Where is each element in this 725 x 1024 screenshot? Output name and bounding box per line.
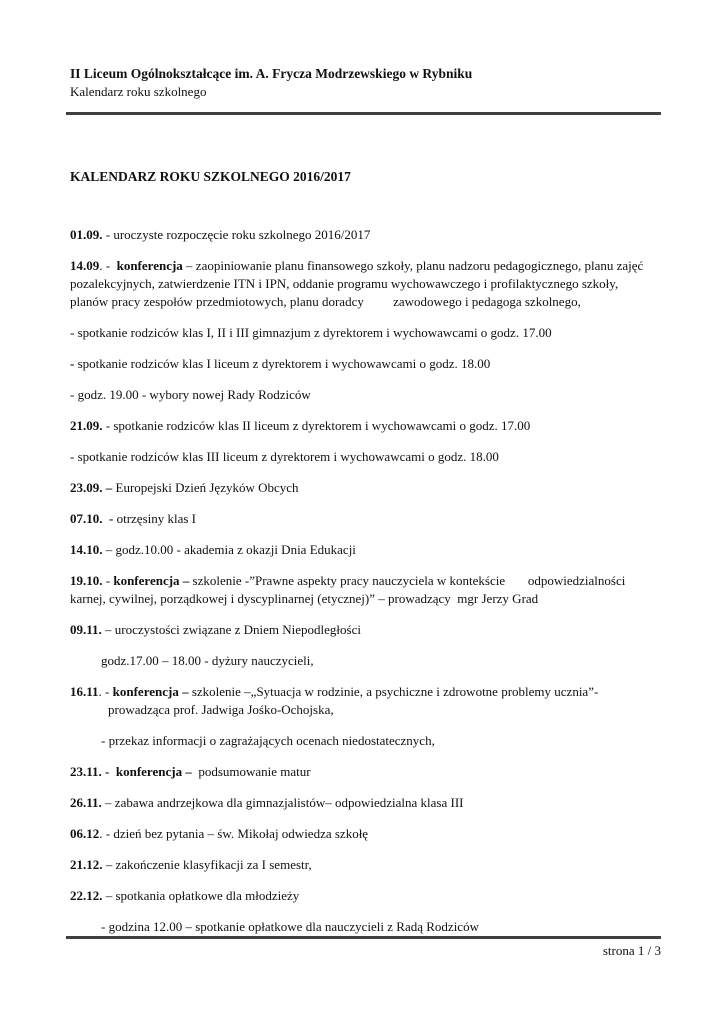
calendar-entry <box>70 621 657 639</box>
calendar-entry <box>70 541 657 559</box>
entry-text: . - dzień bez pytania – św. Mikołaj odwiedza szkołę <box>99 826 369 841</box>
entry-text: . - <box>98 684 113 699</box>
page-header <box>70 64 657 115</box>
entry-text: Europejski Dzień Języków Obcych <box>112 480 299 495</box>
calendar-entries <box>70 226 657 936</box>
calendar-entry <box>70 856 657 874</box>
entry-emphasis: 07.10. - <box>70 511 114 526</box>
entry-text: szkolenie –„Sytuacja w rodzinie, a psychiczne i zdrowotne problemy ucznia”- <box>188 684 599 699</box>
calendar-entry <box>70 732 657 750</box>
calendar-entry <box>70 355 657 373</box>
entry-text: – zaopiniowanie planu finansowego szkoły, planu nadzoru pedagogicznego, planu zajęć pozalekcyjnych, zatwierdzenie ITN i IPN, oddanie programu wychowawczego i profilaktycznego szkoły, planów pracy zespołów przedmiotowych, planu doradcy zawodowego i pedagoga szkolnego, <box>70 258 647 309</box>
entry-text: - godzina 12.00 – spotkanie opłatkowe dla nauczycieli z Radą Rodziców <box>101 919 479 934</box>
entry-text: - uroczyste rozpoczęcie roku szkolnego 2016/2017 <box>102 227 371 242</box>
entry-emphasis: 01.09. <box>70 227 103 242</box>
entry-text: . - <box>99 258 117 273</box>
calendar-entry <box>70 226 657 244</box>
calendar-entry <box>70 257 657 311</box>
entry-text: - <box>102 573 114 588</box>
entry-text: - spotkanie rodziców klas III liceum z dyrektorem i wychowawcami o godz. 18.00 <box>70 449 499 464</box>
entry-text: - spotkanie rodziców klas I, II i III gimnazjum z dyrektorem i wychowawcami o godz. 17.00 <box>70 325 552 340</box>
entry-text: – spotkania opłatkowe dla młodzieży <box>102 888 300 903</box>
entry-text: - przekaz informacji o zagrażających ocenach niedostatecznych, <box>101 733 435 748</box>
entry-emphasis: 06.12 <box>70 826 100 841</box>
entry-emphasis: 14.09 <box>70 258 100 273</box>
header-subtitle: Kalendarz roku szkolnego <box>70 84 207 99</box>
entry-text: otrzęsiny klas I <box>113 511 197 526</box>
calendar-entry <box>70 448 657 466</box>
entry-emphasis: 26.11. <box>70 795 102 810</box>
entry-emphasis: 23.09. – <box>70 480 113 495</box>
calendar-entry <box>70 652 657 670</box>
calendar-entry <box>70 417 657 435</box>
entry-emphasis: - <box>70 356 75 371</box>
calendar-entry <box>70 794 657 812</box>
entry-emphasis: 22.12. <box>70 888 103 903</box>
entry-emphasis: 21.09. <box>70 418 103 433</box>
entry-text: - godz. 19.00 - wybory nowej Rady Rodziców <box>70 387 311 402</box>
calendar-entry <box>70 918 657 936</box>
entry-emphasis: 14.10. <box>70 542 103 557</box>
entry-emphasis: konferencja – <box>115 764 192 779</box>
calendar-entry <box>70 510 657 528</box>
entry-emphasis: 19.10. <box>70 573 103 588</box>
entry-emphasis: konferencja – <box>112 684 189 699</box>
entry-text: godz.17.00 – 18.00 - dyżury nauczycieli, <box>101 653 314 668</box>
entry-text: - spotkanie rodziców klas II liceum z dyrektorem i wychowawcami o godz. 17.00 <box>102 418 531 433</box>
calendar-entry <box>70 386 657 404</box>
entry-text: podsumowanie matur <box>191 764 311 779</box>
school-name: II Liceum Ogólnokształcące im. A. Frycza Modrzewskiego w Rybniku <box>70 66 473 81</box>
entry-emphasis: konferencja – <box>113 573 190 588</box>
entry-text: – zakończenie klasyfikacji za I semestr, <box>102 857 312 872</box>
calendar-entry <box>70 701 657 719</box>
entry-emphasis: 09.11. <box>70 622 102 637</box>
entry-text: – uroczystości związane z Dniem Niepodległości <box>101 622 361 637</box>
calendar-entry <box>70 825 657 843</box>
entry-text: prowadząca prof. Jadwiga Jośko-Ochojska, <box>108 702 334 717</box>
entry-text: – zabawa andrzejkowa dla gimnazjalistów– odpowiedzialna klasa III <box>101 795 464 810</box>
entry-text: spotkanie rodziców klas I liceum z dyrektorem i wychowawcami o godz. 18.00 <box>74 356 491 371</box>
entry-emphasis: 16.11 <box>70 684 99 699</box>
page-footer <box>66 936 661 960</box>
calendar-entry <box>70 479 657 497</box>
header-rule <box>66 112 661 115</box>
calendar-entry <box>70 683 657 701</box>
entry-emphasis: konferencja <box>116 258 183 273</box>
calendar-entry <box>70 572 657 608</box>
page-number: strona 1 / 3 <box>602 943 661 958</box>
calendar-entry <box>70 763 657 781</box>
entry-emphasis: 21.12. <box>70 857 103 872</box>
entry-text: – godz.10.00 - akademia z okazji Dnia Edukacji <box>102 542 356 557</box>
entry-text: szkolenie -”Prawne aspekty pracy nauczyciela w kontekście odpowiedzialności karnej, cywilnej, porządkowej i dyscyplinarnej (etycznej)” – prowadzący mgr Jerzy Grad <box>70 573 629 606</box>
document-title: KALENDARZ ROKU SZKOLNEGO 2016/2017 <box>70 169 351 184</box>
calendar-entry <box>70 887 657 905</box>
calendar-entry <box>70 324 657 342</box>
entry-emphasis: 23.11. - <box>70 764 110 779</box>
